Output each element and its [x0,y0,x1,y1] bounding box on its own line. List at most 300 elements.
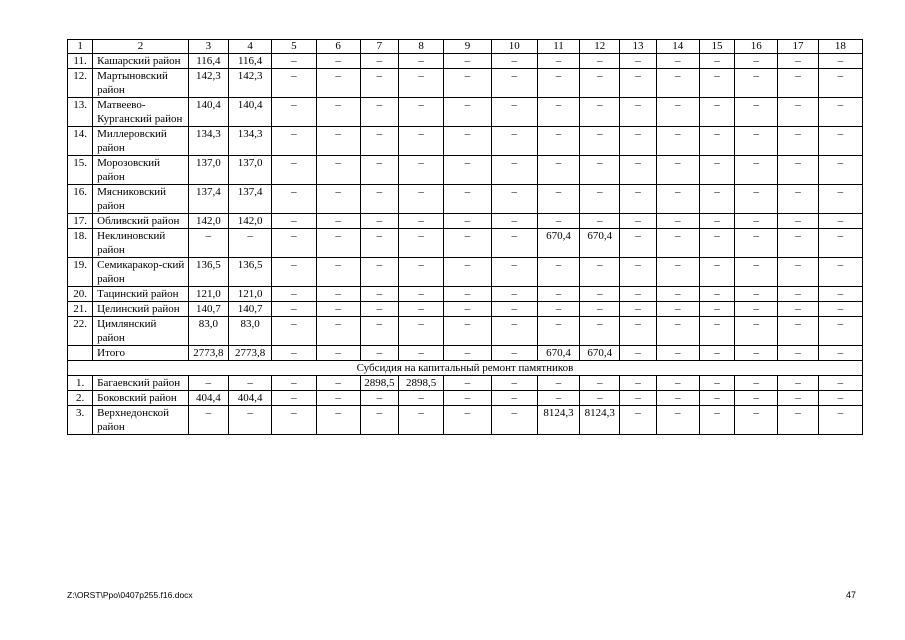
table-row [68,127,863,156]
value-cell: 134,3 [229,127,272,156]
value-cell: – [656,391,699,406]
table-row [68,287,863,302]
value-cell: – [735,127,778,156]
value-cell: – [778,69,818,98]
value-cell: – [444,317,491,346]
value-cell: – [272,317,316,346]
row-number: 20. [68,287,93,302]
column-number: 14 [656,40,699,54]
value-cell: – [491,214,537,229]
value-cell: – [620,317,656,346]
value-cell: – [360,229,398,258]
value-cell: 2898,5 [399,376,444,391]
value-cell: – [229,376,272,391]
column-number: 9 [444,40,491,54]
value-cell: – [620,156,656,185]
row-number: 16. [68,185,93,214]
value-cell: – [316,69,360,98]
row-number: 13. [68,98,93,127]
column-number: 16 [735,40,778,54]
value-cell: – [818,229,862,258]
value-cell: 83,0 [188,317,228,346]
value-cell: – [360,346,398,361]
district-name: Верхнедонской район [93,406,189,435]
district-name: Морозовский район [93,156,189,185]
value-cell: – [699,185,734,214]
district-name: Семикаракор-ский район [93,258,189,287]
value-cell: – [778,185,818,214]
value-cell: – [444,376,491,391]
value-cell: – [620,287,656,302]
value-cell: – [272,258,316,287]
value-cell: – [699,214,734,229]
value-cell: – [699,98,734,127]
value-cell: – [537,376,579,391]
row-number [68,346,93,361]
value-cell: 2773,8 [188,346,228,361]
value-cell: – [444,214,491,229]
column-number: 15 [699,40,734,54]
data-table [67,39,863,435]
value-cell: – [491,98,537,127]
value-cell: – [491,376,537,391]
value-cell: – [272,54,316,69]
value-cell: 140,7 [229,302,272,317]
value-cell: – [444,229,491,258]
value-cell: – [699,69,734,98]
value-cell: 121,0 [188,287,228,302]
value-cell: – [399,98,444,127]
value-cell: – [620,54,656,69]
value-cell: – [360,258,398,287]
value-cell: – [818,391,862,406]
value-cell: 670,4 [580,346,620,361]
value-cell: – [444,346,491,361]
value-cell: – [778,376,818,391]
value-cell: – [444,302,491,317]
value-cell: – [778,156,818,185]
value-cell: – [735,287,778,302]
value-cell: – [580,54,620,69]
value-cell: – [699,258,734,287]
value-cell: 404,4 [188,391,228,406]
value-cell: – [818,346,862,361]
value-cell: – [818,302,862,317]
value-cell: – [656,317,699,346]
table-row [68,391,863,406]
value-cell: – [360,214,398,229]
value-cell: – [272,391,316,406]
value-cell: 140,4 [229,98,272,127]
value-cell: – [537,317,579,346]
value-cell: – [537,214,579,229]
value-cell: – [778,317,818,346]
value-cell: – [580,69,620,98]
value-cell: – [620,346,656,361]
value-cell: – [491,287,537,302]
district-name: Багаевский район [93,376,189,391]
value-cell: – [735,229,778,258]
value-cell: – [316,258,360,287]
value-cell: – [399,258,444,287]
value-cell: – [735,54,778,69]
value-cell: 670,4 [537,346,579,361]
value-cell: – [316,98,360,127]
value-cell: – [656,54,699,69]
value-cell: – [580,376,620,391]
value-cell: – [399,69,444,98]
column-number: 12 [580,40,620,54]
value-cell: – [656,69,699,98]
value-cell: – [399,346,444,361]
value-cell: – [818,376,862,391]
value-cell: – [580,127,620,156]
column-number: 13 [620,40,656,54]
value-cell: – [537,98,579,127]
value-cell: – [316,54,360,69]
value-cell: – [399,406,444,435]
row-number: 1. [68,376,93,391]
district-name: Боковский район [93,391,189,406]
value-cell: – [399,229,444,258]
value-cell: – [656,287,699,302]
value-cell: 137,4 [229,185,272,214]
value-cell: – [778,406,818,435]
value-cell: – [620,98,656,127]
value-cell: – [620,302,656,317]
value-cell: – [272,69,316,98]
value-cell: 142,0 [188,214,228,229]
value-cell: – [316,229,360,258]
column-number: 17 [778,40,818,54]
value-cell: – [316,127,360,156]
value-cell: – [188,229,228,258]
value-cell: – [491,69,537,98]
value-cell: – [491,346,537,361]
value-cell: – [316,185,360,214]
value-cell: – [537,185,579,214]
value-cell: – [818,406,862,435]
column-number: 1 [68,40,93,54]
column-number: 6 [316,40,360,54]
table-row [68,54,863,69]
value-cell: 670,4 [580,229,620,258]
value-cell: – [399,302,444,317]
value-cell: 83,0 [229,317,272,346]
value-cell: – [444,258,491,287]
value-cell: – [778,214,818,229]
value-cell: – [778,98,818,127]
value-cell: – [620,185,656,214]
value-cell: – [360,185,398,214]
value-cell: – [399,391,444,406]
value-cell: – [580,98,620,127]
value-cell: – [491,317,537,346]
district-name: Цимлянский район [93,317,189,346]
table-row [68,376,863,391]
value-cell: – [272,98,316,127]
value-cell: – [818,258,862,287]
value-cell: – [360,54,398,69]
value-cell: – [491,406,537,435]
value-cell: – [316,346,360,361]
row-number: 15. [68,156,93,185]
value-cell: – [188,376,228,391]
column-number: 8 [399,40,444,54]
table-row [68,69,863,98]
value-cell: – [188,406,228,435]
value-cell: – [491,185,537,214]
value-cell: – [399,156,444,185]
district-name: Миллеровский район [93,127,189,156]
value-cell: – [778,346,818,361]
value-cell: – [735,69,778,98]
value-cell: – [444,98,491,127]
value-cell: – [735,214,778,229]
value-cell: – [444,127,491,156]
value-cell: – [537,156,579,185]
value-cell: – [360,98,398,127]
value-cell: – [580,302,620,317]
value-cell: 134,3 [188,127,228,156]
value-cell: – [735,156,778,185]
table-body [68,40,863,435]
row-number: 2. [68,391,93,406]
value-cell: – [699,156,734,185]
column-number: 4 [229,40,272,54]
district-name: Мартыновский район [93,69,189,98]
table-row [68,156,863,185]
value-cell: – [491,391,537,406]
column-number: 5 [272,40,316,54]
value-cell: – [229,406,272,435]
value-cell: – [491,229,537,258]
section-title-row [68,361,863,376]
row-number: 21. [68,302,93,317]
table-row [68,185,863,214]
table-row [68,258,863,287]
value-cell: – [620,127,656,156]
district-name: Матвеево-Курганский район [93,98,189,127]
column-number: 10 [491,40,537,54]
value-cell: – [360,391,398,406]
table-row [68,98,863,127]
value-cell: – [444,406,491,435]
value-cell: – [818,317,862,346]
value-cell: – [699,346,734,361]
value-cell: – [735,98,778,127]
value-cell: – [272,156,316,185]
value-cell: – [656,98,699,127]
value-cell: – [699,54,734,69]
value-cell: – [316,156,360,185]
value-cell: – [399,54,444,69]
value-cell: – [272,302,316,317]
value-cell: – [735,258,778,287]
value-cell: – [580,391,620,406]
value-cell: – [360,406,398,435]
value-cell: – [360,69,398,98]
value-cell: – [537,287,579,302]
value-cell: – [316,287,360,302]
value-cell: – [818,156,862,185]
value-cell: 8124,3 [537,406,579,435]
value-cell: – [360,287,398,302]
value-cell: – [656,229,699,258]
value-cell: – [272,376,316,391]
district-name: Тацинский район [93,287,189,302]
value-cell: – [735,317,778,346]
value-cell: 137,0 [229,156,272,185]
value-cell: – [735,302,778,317]
value-cell: – [620,214,656,229]
value-cell: 140,4 [188,98,228,127]
value-cell: – [316,376,360,391]
value-cell: – [360,156,398,185]
value-cell: – [272,214,316,229]
value-cell: – [818,127,862,156]
value-cell: 136,5 [188,258,228,287]
value-cell: 142,3 [188,69,228,98]
page-number: 47 [846,590,857,600]
column-number: 7 [360,40,398,54]
value-cell: – [699,317,734,346]
value-cell: – [444,156,491,185]
value-cell: – [778,302,818,317]
value-cell: – [491,156,537,185]
value-cell: – [399,185,444,214]
value-cell: – [444,391,491,406]
value-cell: – [360,127,398,156]
value-cell: – [399,317,444,346]
value-cell: 121,0 [229,287,272,302]
row-number: 3. [68,406,93,435]
value-cell: – [778,229,818,258]
value-cell: – [656,406,699,435]
value-cell: – [316,317,360,346]
row-number: 11. [68,54,93,69]
value-cell: – [818,287,862,302]
value-cell: 142,3 [229,69,272,98]
table-row [68,317,863,346]
value-cell: – [444,54,491,69]
row-number: 14. [68,127,93,156]
table-row [68,214,863,229]
value-cell: – [656,156,699,185]
value-cell: – [699,376,734,391]
value-cell: – [399,127,444,156]
value-cell: 670,4 [537,229,579,258]
value-cell: – [656,258,699,287]
column-number: 3 [188,40,228,54]
value-cell: – [818,69,862,98]
value-cell: – [735,406,778,435]
district-name: Неклиновский район [93,229,189,258]
value-cell: – [656,185,699,214]
row-number: 17. [68,214,93,229]
value-cell: – [272,185,316,214]
value-cell: – [620,391,656,406]
value-cell: – [699,287,734,302]
value-cell: – [537,127,579,156]
value-cell: – [699,229,734,258]
value-cell: – [537,391,579,406]
value-cell: – [537,69,579,98]
value-cell: 140,7 [188,302,228,317]
column-number-row [68,40,863,54]
value-cell: 137,0 [188,156,228,185]
value-cell: – [272,287,316,302]
value-cell: – [620,229,656,258]
district-name: Обливский район [93,214,189,229]
value-cell: – [620,376,656,391]
value-cell: – [537,54,579,69]
column-number: 2 [93,40,189,54]
table-row [68,302,863,317]
value-cell: – [491,258,537,287]
row-number: 12. [68,69,93,98]
value-cell: – [735,185,778,214]
value-cell: – [229,229,272,258]
value-cell: – [818,98,862,127]
value-cell: – [699,302,734,317]
value-cell: – [316,406,360,435]
value-cell: – [399,287,444,302]
value-cell: 2898,5 [360,376,398,391]
value-cell: – [580,287,620,302]
value-cell: – [620,69,656,98]
value-cell: – [491,302,537,317]
value-cell: – [272,127,316,156]
column-number: 18 [818,40,862,54]
value-cell: 8124,3 [580,406,620,435]
value-cell: – [580,258,620,287]
value-cell: – [699,391,734,406]
value-cell: – [316,391,360,406]
value-cell: – [360,317,398,346]
value-cell: – [580,156,620,185]
value-cell: – [778,127,818,156]
row-number: 22. [68,317,93,346]
value-cell: 137,4 [188,185,228,214]
value-cell: – [316,302,360,317]
value-cell: – [656,302,699,317]
value-cell: – [818,54,862,69]
value-cell: – [778,287,818,302]
value-cell: – [444,69,491,98]
value-cell: – [316,214,360,229]
value-cell: – [656,127,699,156]
value-cell: – [735,346,778,361]
table-row [68,229,863,258]
value-cell: – [444,185,491,214]
value-cell: 136,5 [229,258,272,287]
value-cell: – [818,214,862,229]
district-name: Целинский район [93,302,189,317]
value-cell: – [656,214,699,229]
value-cell: – [491,127,537,156]
value-cell: – [272,229,316,258]
value-cell: 404,4 [229,391,272,406]
value-cell: – [656,346,699,361]
value-cell: 142,0 [229,214,272,229]
value-cell: – [580,185,620,214]
value-cell: – [272,406,316,435]
value-cell: – [656,376,699,391]
row-number: 18. [68,229,93,258]
value-cell: 116,4 [229,54,272,69]
value-cell: – [272,346,316,361]
